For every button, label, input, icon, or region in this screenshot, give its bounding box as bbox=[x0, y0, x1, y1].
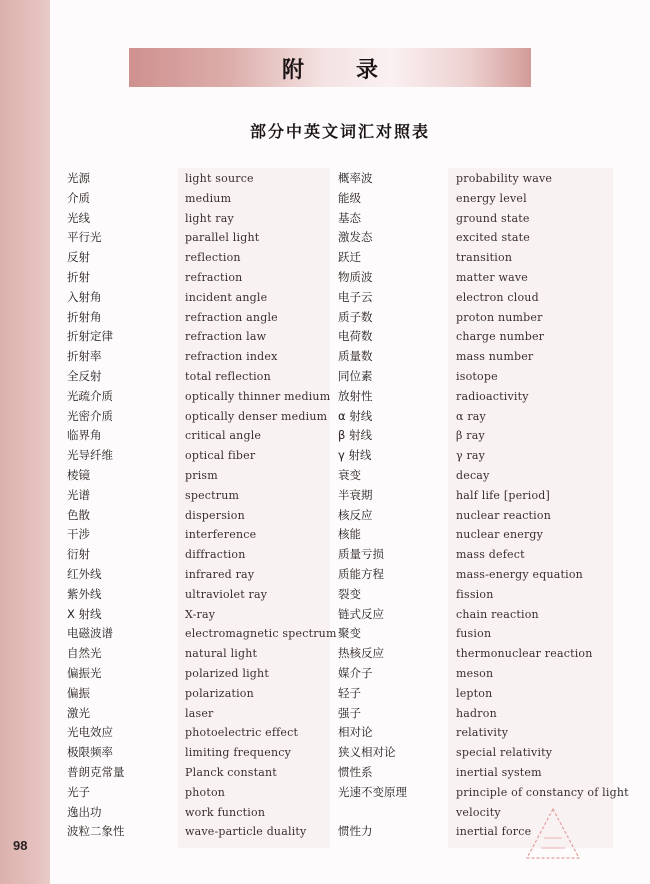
term-english: photoelectric effect bbox=[185, 726, 299, 740]
term-english: chain reaction bbox=[456, 607, 539, 621]
term-english: charge number bbox=[456, 330, 545, 344]
term-chinese: 折射率 bbox=[67, 349, 102, 364]
term-english: incident angle bbox=[185, 290, 268, 304]
term-english: optical fiber bbox=[185, 449, 256, 463]
term-chinese: X 射线 bbox=[67, 606, 102, 621]
term-english: dispersion bbox=[185, 508, 245, 522]
term-chinese: 普朗克常量 bbox=[67, 764, 125, 779]
term-chinese: 光电效应 bbox=[67, 725, 113, 740]
term-chinese: 衍射 bbox=[67, 547, 90, 562]
term-english: laser bbox=[185, 706, 214, 720]
term-chinese: 逸出功 bbox=[67, 804, 102, 819]
term-chinese: 质子数 bbox=[338, 309, 373, 324]
term-english: isotope bbox=[456, 369, 498, 383]
term-english: probability wave bbox=[456, 172, 553, 185]
term-english: critical angle bbox=[185, 429, 262, 443]
term-chinese: 电磁波谱 bbox=[67, 626, 113, 641]
term-english: mass-energy equation bbox=[456, 567, 583, 581]
page-number: 98 bbox=[13, 838, 28, 853]
term-english: fusion bbox=[456, 627, 492, 641]
term-english: Planck constant bbox=[185, 765, 277, 779]
term-chinese: 电子云 bbox=[338, 289, 373, 304]
left-chinese-column bbox=[67, 169, 125, 842]
term-chinese: 激发态 bbox=[338, 230, 373, 245]
term-chinese: 折射 bbox=[67, 269, 90, 284]
term-english: mass defect bbox=[456, 548, 525, 562]
term-chinese: 棱镜 bbox=[67, 467, 90, 482]
term-chinese: 衰变 bbox=[338, 467, 361, 482]
term-chinese: 光线 bbox=[67, 210, 90, 225]
term-english: refraction law bbox=[185, 330, 267, 344]
library-stamp-mark bbox=[524, 806, 582, 862]
term-chinese: 光谱 bbox=[67, 487, 90, 502]
term-chinese: 概率波 bbox=[338, 171, 373, 185]
term-english: special relativity bbox=[456, 746, 553, 760]
term-chinese: 光密介质 bbox=[67, 408, 113, 423]
term-chinese: 相对论 bbox=[338, 725, 373, 740]
term-chinese: 自然光 bbox=[67, 646, 102, 661]
term-english: nuclear energy bbox=[456, 528, 544, 542]
term-chinese: 全反射 bbox=[67, 368, 102, 383]
term-english: optically denser medium bbox=[185, 409, 328, 423]
term-chinese: 偏振光 bbox=[67, 665, 102, 680]
term-chinese: 物质波 bbox=[338, 269, 373, 284]
term-chinese: 质量亏损 bbox=[338, 547, 384, 562]
term-chinese: 同位素 bbox=[338, 368, 373, 383]
term-english: principle of constancy of light bbox=[456, 785, 629, 799]
term-chinese: 放射性 bbox=[338, 388, 373, 403]
term-english: β ray bbox=[456, 429, 485, 443]
term-chinese: 半衰期 bbox=[338, 487, 373, 502]
term-english: relativity bbox=[456, 726, 509, 740]
term-chinese: 偏振 bbox=[67, 685, 90, 700]
term-chinese bbox=[338, 803, 407, 823]
term-english: polarized light bbox=[185, 666, 269, 680]
term-chinese: 介质 bbox=[67, 190, 90, 205]
term-chinese: 能级 bbox=[338, 190, 361, 205]
term-chinese: 媒介子 bbox=[338, 665, 373, 680]
term-chinese: 反射 bbox=[67, 250, 90, 265]
term-english: proton number bbox=[456, 310, 543, 324]
term-english: infrared ray bbox=[185, 567, 255, 581]
term-chinese: 惯性力 bbox=[338, 824, 373, 839]
term-english: reflection bbox=[185, 251, 241, 265]
term-chinese: 折射定律 bbox=[67, 329, 113, 344]
term-english: decay bbox=[456, 468, 490, 482]
term-chinese: 光子 bbox=[67, 784, 90, 799]
term-english: optically thinner medium bbox=[185, 389, 331, 403]
term-english: spectrum bbox=[185, 488, 240, 502]
term-chinese: 折射角 bbox=[67, 309, 102, 324]
term-english: parallel light bbox=[185, 231, 260, 245]
term-english: matter wave bbox=[456, 270, 528, 284]
term-english: X-ray bbox=[185, 607, 216, 621]
term-english: meson bbox=[456, 666, 494, 680]
term-chinese: 狭义相对论 bbox=[338, 745, 396, 760]
term-chinese: 光导纤维 bbox=[67, 448, 113, 463]
term-chinese: 基态 bbox=[338, 210, 361, 225]
term-english: interference bbox=[185, 528, 257, 542]
term-chinese: 激光 bbox=[67, 705, 90, 720]
term-english: radioactivity bbox=[456, 389, 529, 403]
term-english: half life [period] bbox=[456, 488, 551, 502]
term-chinese: 惯性系 bbox=[338, 764, 373, 779]
term-english: thermonuclear reaction bbox=[456, 647, 593, 661]
term-english: mass number bbox=[456, 350, 534, 364]
term-chinese: α 射线 bbox=[338, 408, 373, 423]
term-english: refraction index bbox=[185, 350, 278, 364]
right-chinese-column bbox=[338, 169, 407, 842]
term-english: hadron bbox=[456, 706, 497, 720]
term-english: limiting frequency bbox=[185, 746, 292, 760]
term-chinese: 光源 bbox=[67, 171, 90, 185]
term-english: transition bbox=[456, 251, 513, 265]
term-english: photon bbox=[185, 785, 226, 799]
term-chinese: γ 射线 bbox=[338, 448, 372, 463]
term-english: energy level bbox=[456, 191, 527, 205]
right-english-column bbox=[456, 169, 629, 842]
term-english: light source bbox=[185, 172, 254, 185]
term-english: prism bbox=[185, 468, 218, 482]
term-english: wave-particle duality bbox=[185, 825, 307, 839]
term-english: electron cloud bbox=[456, 290, 539, 304]
term-chinese: 热核反应 bbox=[338, 646, 384, 661]
term-chinese: 临界角 bbox=[67, 428, 102, 443]
appendix-banner bbox=[129, 48, 531, 87]
term-chinese: 核反应 bbox=[338, 507, 373, 522]
term-chinese: 质能方程 bbox=[338, 566, 384, 581]
term-chinese: 干涉 bbox=[67, 527, 90, 542]
term-english: fission bbox=[456, 587, 494, 601]
term-chinese: 光速不变原理 bbox=[338, 784, 407, 799]
term-chinese: 光疏介质 bbox=[67, 388, 113, 403]
term-english: diffraction bbox=[185, 548, 246, 562]
term-english: γ ray bbox=[456, 449, 486, 463]
term-chinese: β 射线 bbox=[338, 428, 372, 443]
term-english: medium bbox=[185, 191, 232, 205]
term-english: ground state bbox=[456, 211, 530, 225]
term-english: refraction angle bbox=[185, 310, 278, 324]
term-chinese: 轻子 bbox=[338, 685, 361, 700]
left-english-column bbox=[185, 169, 337, 842]
term-chinese: 入射角 bbox=[67, 289, 102, 304]
term-english: light ray bbox=[185, 211, 234, 225]
term-english: refraction bbox=[185, 270, 243, 284]
term-english: work function bbox=[185, 805, 266, 819]
term-chinese: 波粒二象性 bbox=[67, 824, 125, 839]
term-chinese: 紫外线 bbox=[67, 586, 102, 601]
term-english: excited state bbox=[456, 231, 531, 245]
term-chinese: 裂变 bbox=[338, 586, 361, 601]
term-english: natural light bbox=[185, 647, 258, 661]
term-english: inertial system bbox=[456, 765, 542, 779]
term-chinese: 电荷数 bbox=[338, 329, 373, 344]
term-chinese: 聚变 bbox=[338, 626, 361, 641]
term-english: electromagnetic spectrum bbox=[185, 627, 337, 641]
glossary-title: 部分中英文词汇对照表 bbox=[249, 122, 430, 141]
term-english: α ray bbox=[456, 409, 486, 423]
term-chinese: 平行光 bbox=[67, 230, 102, 245]
term-english: nuclear reaction bbox=[456, 508, 552, 522]
term-chinese: 质量数 bbox=[338, 349, 373, 364]
term-chinese: 链式反应 bbox=[338, 606, 384, 621]
term-english: velocity bbox=[456, 805, 501, 819]
term-english: inertial force bbox=[456, 825, 532, 839]
term-english: polarization bbox=[185, 686, 254, 700]
term-chinese: 红外线 bbox=[67, 566, 102, 581]
term-chinese: 强子 bbox=[338, 705, 361, 720]
term-english: lepton bbox=[456, 686, 493, 700]
term-chinese: 极限频率 bbox=[67, 745, 113, 760]
banner-title: 附录 bbox=[281, 58, 430, 83]
term-chinese: 色散 bbox=[67, 507, 90, 522]
term-chinese: 跃迁 bbox=[338, 250, 361, 265]
term-english: total reflection bbox=[185, 369, 271, 383]
term-english: ultraviolet ray bbox=[185, 587, 268, 601]
term-chinese: 核能 bbox=[338, 527, 361, 542]
